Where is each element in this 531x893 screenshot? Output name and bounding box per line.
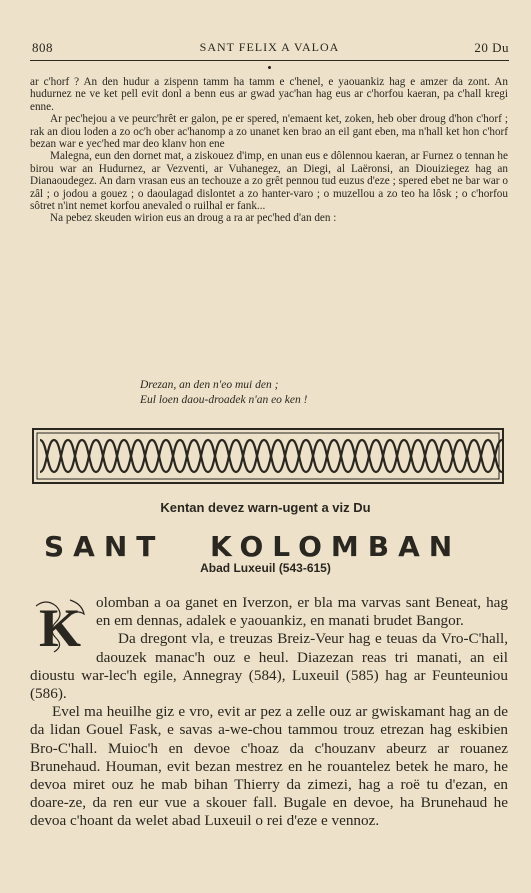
paragraph: Ar pec'hejou a ve peurc'hrêt er galon, pe er spered, n'emaent ket, zoken, heb ober droug d'hon c'horf ; rak an diou loden a zo oc'h ober ac'hanomp a zo unanet ken brao an eil gant eben, ma n'hall ket hon c'horf bezan war e yec'hed mar deo klanv hon ene: [30, 113, 508, 151]
knot-strand: [278, 440, 292, 472]
knot-strand: [418, 440, 432, 472]
knot-strand: [306, 440, 320, 472]
knot-strand: [376, 440, 390, 472]
running-title: SANT FELIX A VALOA: [199, 40, 340, 54]
paragraph: ar c'horf ? An den hudur a zispenn tamm ha tamm e c'henel, e yaouankiz hag e amzer da zont. An hudurnez ne ve ket pell evit donl a benn eus ar gwad yac'han hag eus ar c'horfou kaeran, pa c'hall kregi enne.: [30, 76, 508, 113]
saint-title-word: KOLOMBAN: [210, 530, 462, 563]
drop-cap: [30, 596, 90, 656]
knot-strand: [54, 440, 68, 472]
header-date: 20 Du: [474, 40, 509, 55]
knot-strand: [110, 440, 124, 472]
ornamental-band: [32, 428, 504, 484]
knot-strand: [292, 440, 306, 472]
knot-strand: [488, 440, 502, 472]
knot-strand: [362, 440, 376, 472]
paragraph: Malegna, eun den dornet mat, a ziskouez d'imp, en unan eus e dôlennou kaeran, ar Furnez o tennan he birou war an Hudurnez, ar Vezventi, ar Vuhanegez, an Diegi, al Laëronsi, an Diouiziegez hag an Dianaoudegez. An darn vrasan eus an techouze a zo grêt pennou tud euzus d'eze ; spered ebet ne bar war o zâl ; o jodou a gouez ; o daoulagad dislontet a zo hanter-varo ; o muzellou a zo teo ha lôsk ; o c'horfou sôtret n'int nemet korfou anevaled o ruilhal er fank...: [30, 150, 508, 213]
paragraph: olomban a oa ganet en Iverzon, er bla ma varvas sant Beneat, hag en em dennas, adalek e yaouankiz, en manati brudet Bangor.: [96, 594, 508, 630]
knot-strand: [124, 440, 138, 472]
knot-strand: [474, 440, 488, 472]
knot-strand: [166, 440, 180, 472]
knot-strand: [404, 440, 418, 472]
paragraph: Evel ma heuilhe giz e vro, evit ar pez a zelle ouz ar gwiskamant hag an de da lidan Gouel Fask, e savas a-we-chou tammou trouz etrezan hag eskibien Bro-C'hall. Muioc'h en devoe c'hoaz da c'houzanv abeurz ar rouanez Brunehaud. Houman, evit bezan mestrez en he rouantelez betek he maro, he devoa miret ouz he mab bihan Thierry da zimezi, hag a roë tu d'ezan, en doare-ze, da ren eur vue a skouer fall. Bugale en devoe, ha Brunehaud he devoa c'hoant da welet abad Luxeuil o rei d'eze e vennoz.: [30, 703, 508, 830]
drop-cap-letter: K: [38, 598, 82, 656]
knotwork-ornament: [34, 430, 502, 482]
verse-line: Drezan, an den n'eo mui den ;: [140, 379, 279, 391]
header-dot: [268, 66, 271, 69]
paragraph: Da dregont vla, e treuzas Breiz-Veur hag e teuas da Vro-C'hall, daouzek manac'h ouz e heul. Diazezan reas tri manati, an eil dioustu war-lec'h egile, Annegray (584), Luxeuil (585) hag ar Feunteuniou (586).: [30, 630, 508, 703]
knot-strand: [152, 440, 166, 472]
page-header: [30, 40, 509, 58]
knot-strand: [460, 440, 474, 472]
knot-strand: [250, 440, 264, 472]
knot-strand: [334, 440, 348, 472]
knot-strand: [236, 440, 250, 472]
knot-strand: [432, 440, 446, 472]
saint-subtitle: Abad Luxeuil (543-615): [200, 561, 331, 575]
knot-strand: [194, 440, 208, 472]
saint-title-word: SANT: [44, 530, 165, 563]
header-rule: [30, 60, 509, 61]
knot-strand: [68, 440, 82, 472]
knot-strand: [82, 440, 96, 472]
page-number: 808: [32, 40, 53, 55]
verse: [30, 378, 508, 408]
knot-strand: [320, 440, 334, 472]
knot-strand: [222, 440, 236, 472]
knot-strand: [348, 440, 362, 472]
knot-strand: [40, 440, 54, 472]
knot-strand: [208, 440, 222, 472]
verse-line: Eul loen daou-droadek n'an eo ken !: [140, 394, 308, 406]
paragraph: Na pebez skeuden wirion eus an droug a ra ar pec'hed d'an den :: [50, 212, 337, 225]
knot-strand: [96, 440, 110, 472]
section-subtitle: Kentan devez warn-ugent a viz Du: [160, 500, 371, 515]
top-text: [30, 76, 508, 225]
body-text: [30, 594, 508, 831]
knot-strand: [390, 440, 404, 472]
knot-strand: [180, 440, 194, 472]
knot-strand: [264, 440, 278, 472]
knot-strand: [138, 440, 152, 472]
knot-strand: [446, 440, 460, 472]
